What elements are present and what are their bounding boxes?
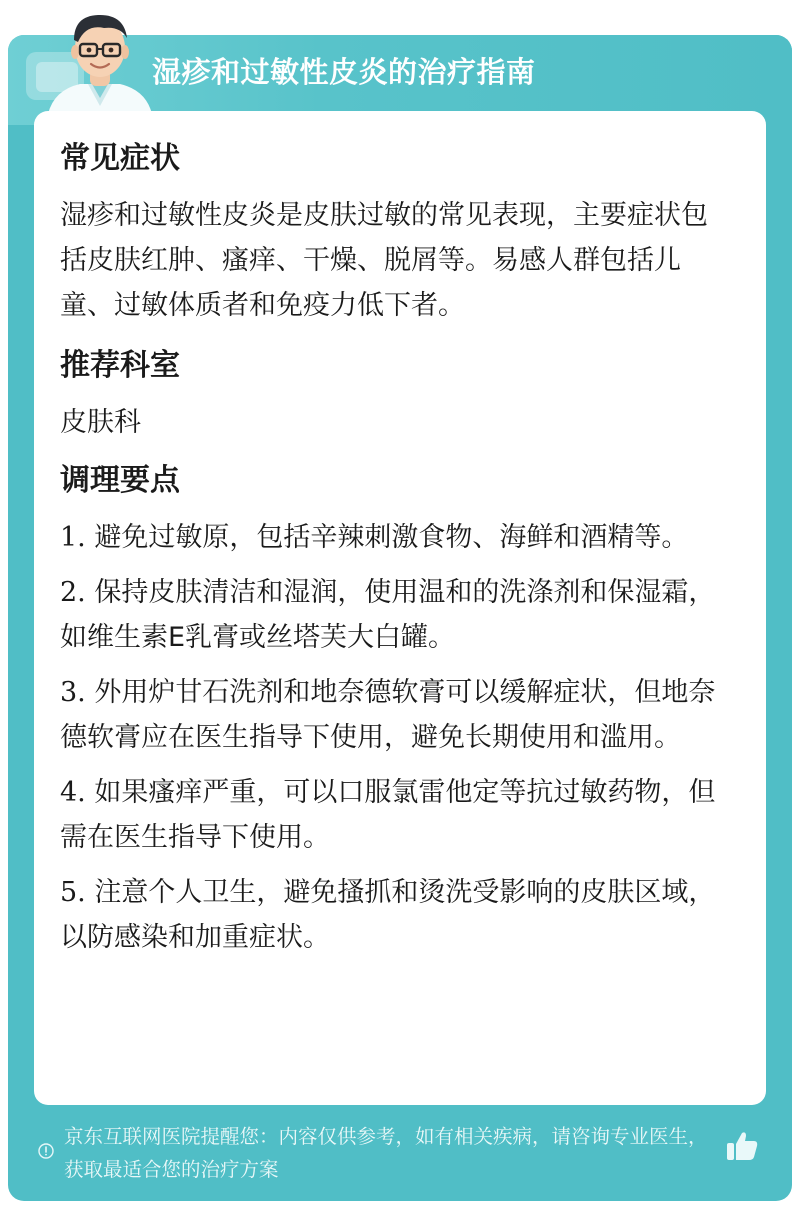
care-item [60, 770, 728, 860]
content-body [60, 129, 728, 970]
doctor-avatar [40, 6, 160, 114]
care-item-text: 注意个人卫生，避免搔抓和烫洗受影响的皮肤区域，以防感染和加重症状。 [60, 877, 716, 953]
disclaimer-text: 京东互联网医院提醒您：内容仅供参考，如有相关疾病，请咨询专业医生，获取最适合您的治疗方案 [64, 1125, 708, 1181]
care-item-number: 3. [60, 677, 86, 708]
care-item-text: 如果瘙痒严重，可以口服氯雷他定等抗过敏药物，但需在医生指导下使用。 [60, 777, 716, 853]
care-item-number: 4. [60, 777, 86, 808]
thumbs-up-icon[interactable] [724, 1128, 760, 1164]
care-item [60, 670, 728, 760]
care-item [60, 515, 728, 560]
department-text: 皮肤科 [60, 407, 141, 438]
department-heading: 推荐科室 [60, 348, 180, 383]
care-heading: 调理要点 [60, 463, 180, 498]
care-item [60, 870, 728, 960]
symptoms-heading: 常见症状 [60, 141, 180, 176]
care-item [60, 570, 728, 660]
page-title: 湿疹和过敏性皮炎的治疗指南 [152, 55, 536, 89]
care-item-text: 外用炉甘石洗剂和地奈德软膏可以缓解症状，但地奈德软膏应在医生指导下使用，避免长期使用和滥用。 [60, 677, 716, 753]
care-item-text: 避免过敏原，包括辛辣刺激食物、海鲜和酒精等。 [94, 522, 689, 553]
care-item-number: 5. [60, 877, 86, 908]
care-item-number: 1. [60, 522, 86, 553]
care-item-number: 2. [60, 577, 86, 608]
care-item-text: 保持皮肤清洁和湿润，使用温和的洗涤剂和保湿霜，如维生素E乳膏或丝塔芙大白罐。 [60, 577, 716, 653]
symptoms-text: 湿疹和过敏性皮炎是皮肤过敏的常见表现，主要症状包括皮肤红肿、瘙痒、干燥、脱屑等。易感人群包括儿童、过敏体质者和免疫力低下者。 [60, 200, 708, 321]
info-circle-icon [38, 1143, 54, 1159]
content-card [34, 111, 766, 1105]
